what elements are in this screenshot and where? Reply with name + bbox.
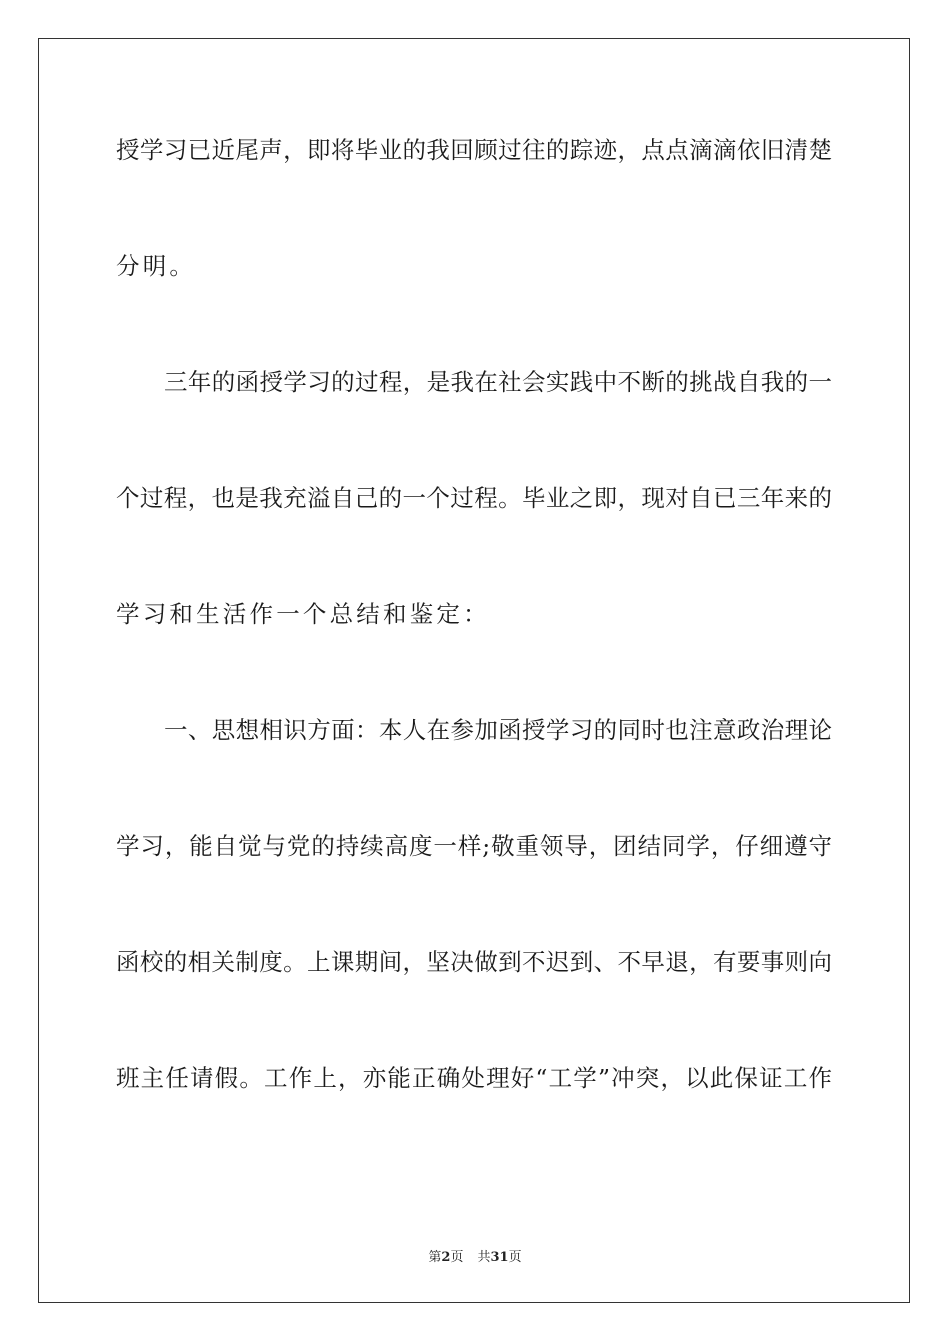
text-line-3: 三年的函授学习的过程，是我在社会实践中不断的挑战自我的一 xyxy=(164,368,832,396)
text-line-4: 个过程，也是我充溢自己的一个过程。毕业之即，现对自已三年来的 xyxy=(116,484,832,512)
document-body xyxy=(116,128,832,1172)
text-line-6: 一、思想相识方面：本人在参加函授学习的同时也注意政治理论 xyxy=(164,716,832,744)
page-label-prefix: 第 xyxy=(428,1250,442,1265)
page-label-suffix: 页 xyxy=(450,1250,464,1265)
text-line-7: 学习，能自觉与党的持续高度一样;敬重领导，团结同学，仔细遵守 xyxy=(116,832,832,860)
total-page-count: 31 xyxy=(490,1250,509,1265)
page-footer xyxy=(0,1246,950,1265)
text-line-9: 班主任请假。工作上，亦能正确处理好“工学”冲突，以此保证工作 xyxy=(116,1064,832,1092)
text-line-8: 函校的相关制度。上课期间，坚决做到不迟到、不早退，有要事则向 xyxy=(116,948,832,976)
text-line-2: 分明。 xyxy=(116,252,197,280)
total-label-suffix: 页 xyxy=(508,1250,522,1265)
text-line-1: 授学习已近尾声，即将毕业的我回顾过往的踪迹，点点滴滴依旧清楚 xyxy=(116,136,832,164)
total-label-prefix: 共 xyxy=(477,1250,491,1265)
current-page-number: 2 xyxy=(441,1250,451,1265)
text-line-5: 学习和生活作一个总结和鉴定： xyxy=(116,600,490,628)
